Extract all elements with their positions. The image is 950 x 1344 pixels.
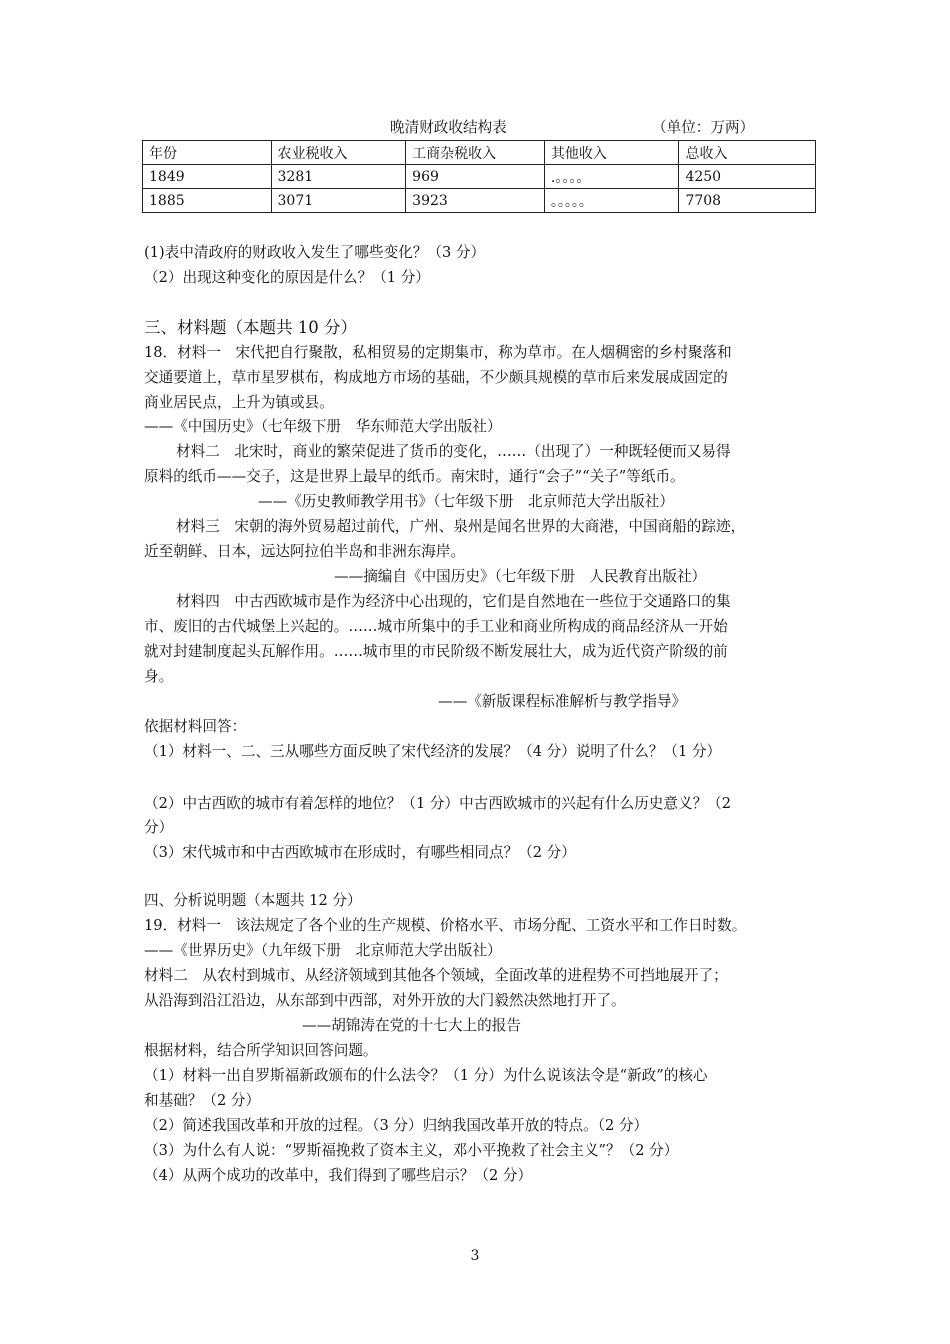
section-4-title: 四、分析说明题（本题共 12 分）	[144, 892, 362, 909]
table-cell: 969	[406, 165, 545, 189]
question-18-sub1: （1）材料一、二、三从哪些方面反映了宋代经济的发展？（4 分）说明了什么？（1 分）	[144, 743, 722, 760]
question-19-sub1: （1）材料一出自罗斯福新政颁布的什么法令？（1 分）为什么说该法令是“新政”的核心	[144, 1067, 708, 1084]
question-18-sub2: （2）中古西欧的城市有着怎样的地位？（1 分）中古西欧城市的兴起有什么历史意义？（2	[144, 795, 732, 812]
table-cell: 3923	[406, 189, 545, 213]
question-17-sub1: (1)表中清政府的财政收入发生了哪些变化？（3 分）	[144, 244, 486, 261]
table-cell: .。。。。	[544, 165, 679, 189]
material-1-line: 18．材料一 宋代把自行聚散，私相贸易的定期集市，称为草市。在人烟稠密的乡村聚落和	[144, 344, 732, 361]
question-18-sub3: （3）宋代城市和中古西欧城市在形成时，有哪些相同点？（2 分）	[144, 844, 576, 861]
table-cell: 3281	[271, 165, 406, 189]
table-cell: 1885	[143, 189, 272, 213]
table-header-cell: 年份	[143, 141, 272, 165]
material-4-line: 材料四 中古西欧城市是作为经济中心出现的，它们是自然地在一些位于交通路口的集	[176, 593, 731, 610]
material-4-line: 就对封建制度起头瓦解作用。……城市里的市民阶级不断发展壮大，成为近代资产阶级的前	[144, 643, 728, 660]
table-header-cell: 工商杂税收入	[406, 141, 545, 165]
table-cell: 3071	[271, 189, 406, 213]
material-1-line: 19．材料一 该法规定了各个业的生产规模、价格水平、市场分配、工资水平和工作日时数。	[144, 917, 747, 934]
material-4-line: 身。	[144, 668, 174, 685]
question-19-sub3: （3）为什么有人说：“罗斯福挽救了资本主义，邓小平挽救了社会主义”？（2 分）	[144, 1142, 679, 1159]
material-1-line: 商业居民点，上升为镇或县。	[144, 394, 334, 411]
table-cell: 。。。。。	[544, 189, 679, 213]
page-number: 3	[470, 1248, 480, 1264]
material-1-source: ——《中国历史》（七年级下册 华东师范大学出版社）	[144, 418, 502, 435]
table-caption: 晚清财政收结构表	[390, 119, 507, 136]
section-3-title: 三、材料题（本题共 10 分）	[144, 318, 357, 337]
material-3-line: 材料三 宋朝的海外贸易超过前代，广州、泉州是闻名世界的大商港，中国商船的踪迹，	[176, 518, 746, 535]
material-2-line: 原料的纸币——交子，这是世界上最早的纸币。南宋时，通行“会子”“关子”等纸币。	[144, 468, 685, 485]
table-header-cell: 总收入	[679, 141, 816, 165]
question-19-sub4: （4）从两个成功的改革中，我们得到了哪些启示？（2 分）	[144, 1167, 533, 1184]
material-1-source: ——《世界历史》（九年级下册 北京师范大学出版社）	[144, 942, 502, 959]
material-3-line: 近至朝鲜、日本，远达阿拉伯半岛和非洲东海岸。	[144, 543, 466, 560]
section-4-prompt: 根据材料，结合所学知识回答问题。	[144, 1042, 378, 1059]
material-4-line: 市、废旧的古代城堡上兴起的。……城市所集中的手工业和商业所构成的商品经济从一开始	[144, 618, 728, 635]
material-4-source: ——《新版课程标准解析与教学指导》	[438, 693, 687, 710]
material-2-line: 材料二 从农村到城市、从经济领域到其他各个领域，全面改革的进程势不可挡地展开了；	[144, 967, 728, 984]
table-header-row	[143, 141, 816, 165]
table-header-cell: 农业税收入	[271, 141, 406, 165]
material-1-line: 交通要道上，草市星罗棋布，构成地方市场的基础，不少颇具规模的草市后来发展成固定的	[144, 369, 728, 386]
material-2-line: 材料二 北宋时，商业的繁荣促进了货币的变化，……（出现了）一种既轻便而又易得	[176, 443, 731, 460]
question-19-sub1-cont: 和基础？（2 分）	[144, 1092, 261, 1109]
question-19-sub2: （2）简述我国改革和开放的过程。（3 分）归纳我国改革开放的特点。（2 分）	[144, 1117, 649, 1134]
section-3-prompt: 依据材料回答：	[144, 718, 247, 735]
material-2-source: ——《历史教师教学用书》（七年级下册 北京师范大学出版社）	[258, 493, 674, 510]
table-header-cell: 其他收入	[544, 141, 679, 165]
table-row	[143, 189, 816, 213]
finance-table	[142, 140, 816, 213]
table-cell: 1849	[143, 165, 272, 189]
table-unit: （单位：万两）	[652, 119, 755, 136]
table-cell: 7708	[679, 189, 816, 213]
material-2-line: 从沿海到沿江沿边，从东部到中西部，对外开放的大门毅然决然地打开了。	[144, 992, 626, 1009]
table-cell: 4250	[679, 165, 816, 189]
material-2-source: ——胡锦涛在党的十七大上的报告	[302, 1017, 521, 1034]
table-row	[143, 165, 816, 189]
material-3-source: ——摘编自《中国历史》（七年级下册 人民教育出版社）	[334, 568, 707, 585]
question-17-sub2: （2）出现这种变化的原因是什么？（1 分）	[144, 269, 430, 286]
question-18-sub2-cont: 分）	[144, 819, 174, 836]
